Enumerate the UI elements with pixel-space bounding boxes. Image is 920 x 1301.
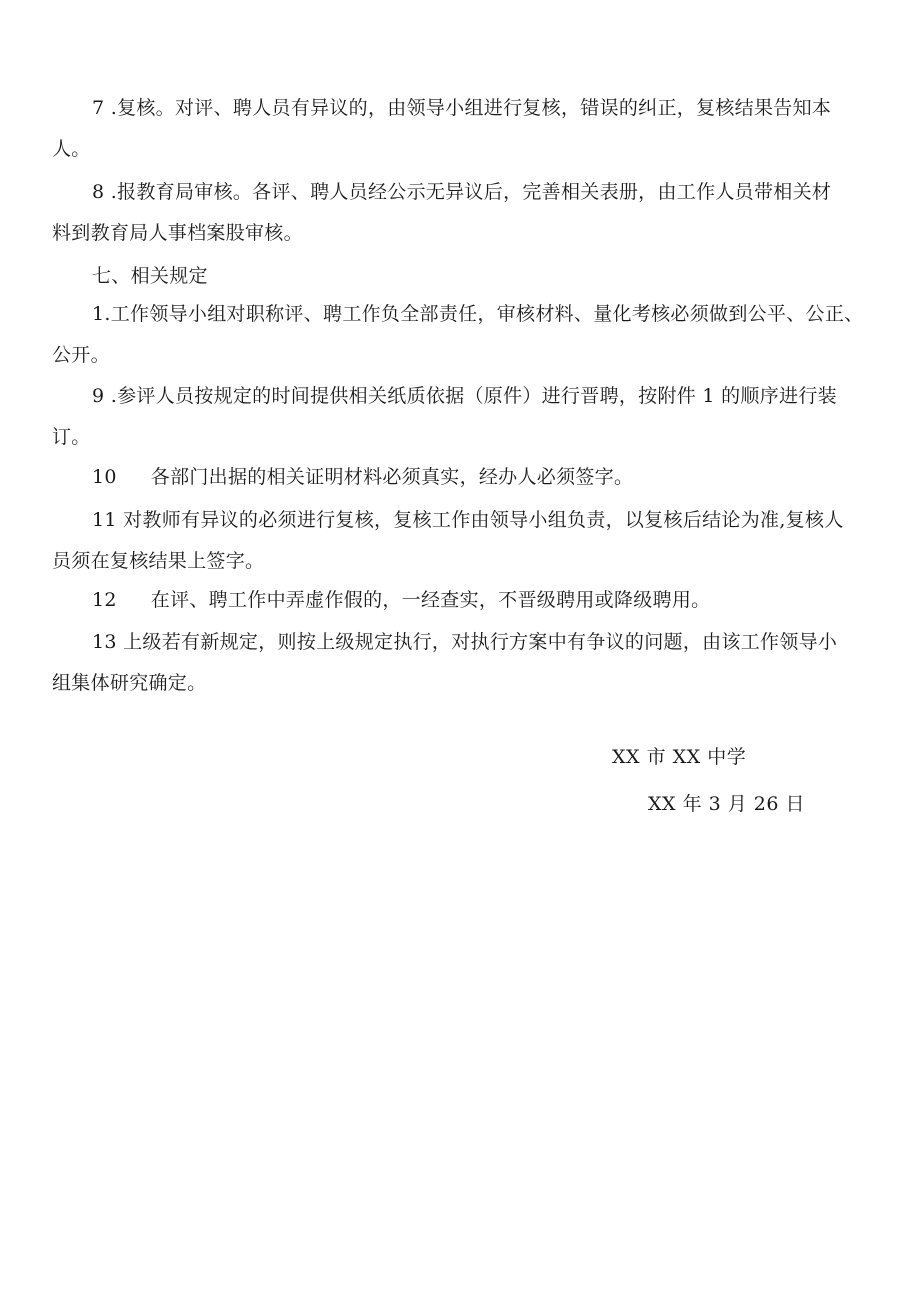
paragraph-line: 8 .报教育局审核。各评、聘人员经公示无异议后，完善相关表册，由工作人员带相关材 xyxy=(92,181,832,203)
rule-13 xyxy=(52,622,880,704)
paragraph-line: 9 .参评人员按规定的时间提供相关纸质依据（原件）进行晋聘，按附件 1 的顺序进行装 xyxy=(92,385,837,407)
rule-12 xyxy=(92,580,880,621)
rule-text: 各部门出据的相关证明材料必须真实，经办人必须签字。 xyxy=(150,466,634,488)
rule-10 xyxy=(92,457,880,498)
paragraph-7-review xyxy=(52,88,880,170)
paragraph-line: 组集体研究确定。 xyxy=(52,672,207,694)
paragraph-line xyxy=(92,457,880,498)
rule-1 xyxy=(52,294,880,376)
paragraph-line: 11 对教师有异议的必须进行复核，复核工作由领导小组负责，以复核后结论为准,复核人 xyxy=(92,509,844,531)
paragraph-line: 员须在复核结果上签字。 xyxy=(52,550,265,572)
paragraph-line: 13 上级若有新规定，则按上级规定执行，对执行方案中有争议的问题，由该工作领导小 xyxy=(92,631,838,653)
paragraph-8-submit-review xyxy=(52,172,880,254)
rule-number: 10 xyxy=(92,466,117,488)
paragraph-line: 公开。 xyxy=(52,344,110,366)
rule-number: 12 xyxy=(92,589,117,611)
signature-date: XX 年 3 月 26 日 xyxy=(648,793,806,815)
paragraph-line xyxy=(92,580,880,621)
section-heading-regulations xyxy=(92,256,880,297)
paragraph-line: 1.工作领导小组对职称评、聘工作负全部责任，审核材料、量化考核必须做到公平、公正、 xyxy=(92,303,864,325)
paragraph-line: 人。 xyxy=(52,138,91,160)
signature-organization: XX 市 XX 中学 xyxy=(612,746,747,768)
paragraph-line: 7 .复核。对评、聘人员有异议的，由领导小组进行复核，错误的纠正，复核结果告知本 xyxy=(92,97,832,119)
rule-11 xyxy=(52,500,880,582)
paragraph-line: 料到教育局人事档案股审核。 xyxy=(52,222,303,244)
rule-text: 在评、聘工作中弄虚作假的，一经查实，不晋级聘用或降级聘用。 xyxy=(150,589,711,611)
heading-text: 七、相关规定 xyxy=(92,265,208,287)
rule-9 xyxy=(52,376,880,458)
paragraph-line: 订。 xyxy=(52,426,91,448)
